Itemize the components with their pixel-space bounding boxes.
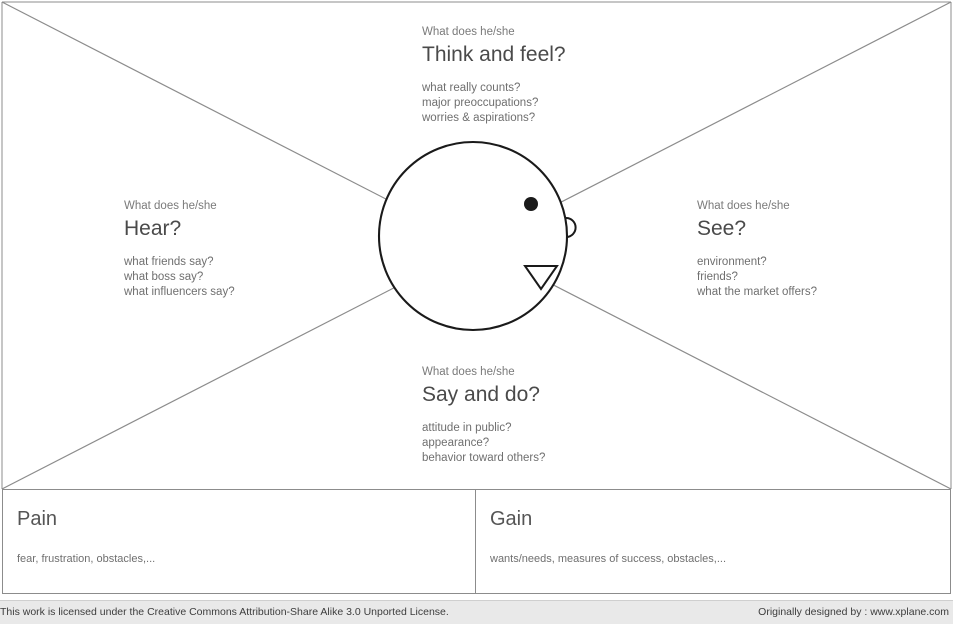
prompt-line: appearance? — [422, 436, 490, 449]
quadrant-kicker: What does he/she — [422, 366, 515, 378]
quadrant-think-and-feel — [422, 25, 566, 127]
quadrant-prompts — [422, 81, 566, 127]
credit-text: Originally designed by : www.xplane.com — [758, 606, 949, 618]
prompt-line: behavior toward others? — [422, 452, 546, 465]
quadrant-hear — [124, 199, 235, 301]
quadrant-kicker: What does he/she — [697, 200, 790, 212]
quadrant-prompts — [697, 255, 817, 301]
quadrant-kicker: What does he/she — [422, 26, 515, 38]
prompt-line: environment? — [697, 255, 767, 268]
license-text: This work is licensed under the Creative Commons Attribution-Share Alike 3.0 Unported License. — [0, 606, 449, 618]
pain-box-title: Pain — [17, 508, 58, 530]
gain-box-text: wants/needs, measures of success, obstacles,... — [490, 553, 727, 565]
prompt-line: what really counts? — [422, 81, 521, 94]
footer-bar — [0, 600, 953, 624]
prompt-line: attitude in public? — [422, 421, 512, 434]
quadrant-prompts — [124, 255, 235, 301]
prompt-line: what friends say? — [124, 255, 214, 268]
prompt-line: friends? — [697, 270, 738, 283]
prompt-line: what the market offers? — [697, 286, 817, 299]
gain-box-title: Gain — [490, 508, 533, 530]
quadrant-say-and-do — [422, 365, 545, 467]
quadrant-see — [697, 199, 817, 301]
prompt-line: what influencers say? — [124, 286, 235, 299]
quadrant-title: Think and feel? — [422, 42, 566, 66]
prompt-line: major preoccupations? — [422, 96, 539, 109]
quadrant-title: Hear? — [124, 216, 182, 240]
gain-box — [475, 489, 951, 594]
quadrant-prompts — [422, 421, 545, 467]
quadrant-title: Say and do? — [422, 382, 540, 406]
quadrant-kicker: What does he/she — [124, 200, 217, 212]
pain-box — [2, 489, 476, 594]
quadrant-title: See? — [697, 216, 747, 240]
pain-box-text: fear, frustration, obstacles,... — [17, 553, 156, 565]
prompt-line: what boss say? — [124, 270, 204, 283]
prompt-line: worries & aspirations? — [422, 112, 536, 125]
